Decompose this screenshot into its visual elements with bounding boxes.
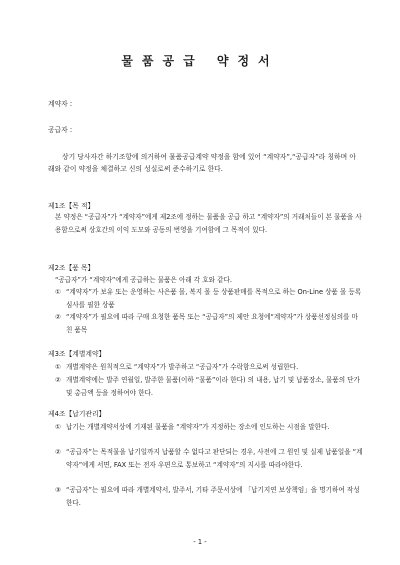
item-text: 납기는 개별계약서상에 기재된 물품을 “계약자”가 지정하는 장소에 인도하는 시점을 말한다. — [66, 423, 330, 431]
article-4-title: 제4조【납기관리】 — [48, 410, 106, 418]
item-number: ① — [55, 423, 61, 431]
page-number: - 1 - — [193, 538, 207, 546]
item-text: “계약자”가 보유 또는 운영하는 사은품 몰, 복지 몰 등 상품판매를 목적으로 하는 On-Line 상품 몰 등록심사를 필한 상품 — [66, 288, 362, 309]
item-text: “공급자”는 목적물을 납기일까지 납품할 수 없다고 판단되는 경우, 사전에 그 원인 및 실제 납품일을 “계약자”에게 서면, FAX 또는 전자 우편으로 통보하고 “계약자”의 지시를 따라야한다. — [66, 448, 363, 469]
item-text: “계약자”가 필요에 따라 구매 요청한 품목 또는 “공급자”의 제안 요청에“계약자”가 상품선정심의를 마친 품목 — [66, 313, 358, 334]
item-text: 개별계약은 원칙적으로 “계약자”가 발주하고 “공급자”가 수락함으로써 성립한다. — [66, 363, 299, 371]
buyer-label: 계약자 : — [48, 100, 73, 108]
item-number: ① — [55, 288, 61, 296]
intro-paragraph: 상기 당사자간 하기조항에 의거하여 물품공급계약 약정을 함에 있어 “계약자”,“공급자”라 칭하며 아래와 같이 약정을 체결하고 신의 성실로써 준수하기로 한다. — [48, 153, 356, 173]
item-text: “공급자”는 필요에 따라 개별계약서, 발주서, 기타 주문서상에 「납기지연 보상책임」을 명기하여 작성한다. — [66, 486, 360, 507]
item-text: 개별계약에는 발주 연월일, 발주한 물품(이하 “물품”이라 한다) 의 내용, 납기 및 납품장소, 물품의 단가 및 총금액 등을 정하여야 한다. — [66, 376, 360, 397]
article-2-body: “공급자”가 “계약자”에게 공급하는 물품은 아래 각 호와 같다. — [55, 276, 232, 284]
article-2-title: 제2조【품 목】 — [48, 264, 95, 272]
item-number: ① — [55, 363, 61, 371]
item-number: ② — [55, 448, 61, 456]
article-1-title: 제1조【목 적】 — [48, 202, 95, 210]
article-3-title: 제3조【계별계약】 — [48, 350, 106, 358]
item-number: ③ — [55, 486, 61, 494]
supplier-label: 공급자 : — [48, 126, 73, 134]
document-title: 물품공급 약정서 — [121, 54, 279, 68]
item-number: ② — [55, 313, 61, 321]
item-number: ② — [55, 376, 61, 384]
article-1-body: 본 약정은 “공급자”가 “계약자”에게 제2조에 정하는 물품을 공급 하고 “계약자”의 거래처들이 본 물품을 사용함으로써 상호간의 이익 도모와 공동의 번영을 기여함에 그 목적이 있다. — [55, 213, 362, 234]
